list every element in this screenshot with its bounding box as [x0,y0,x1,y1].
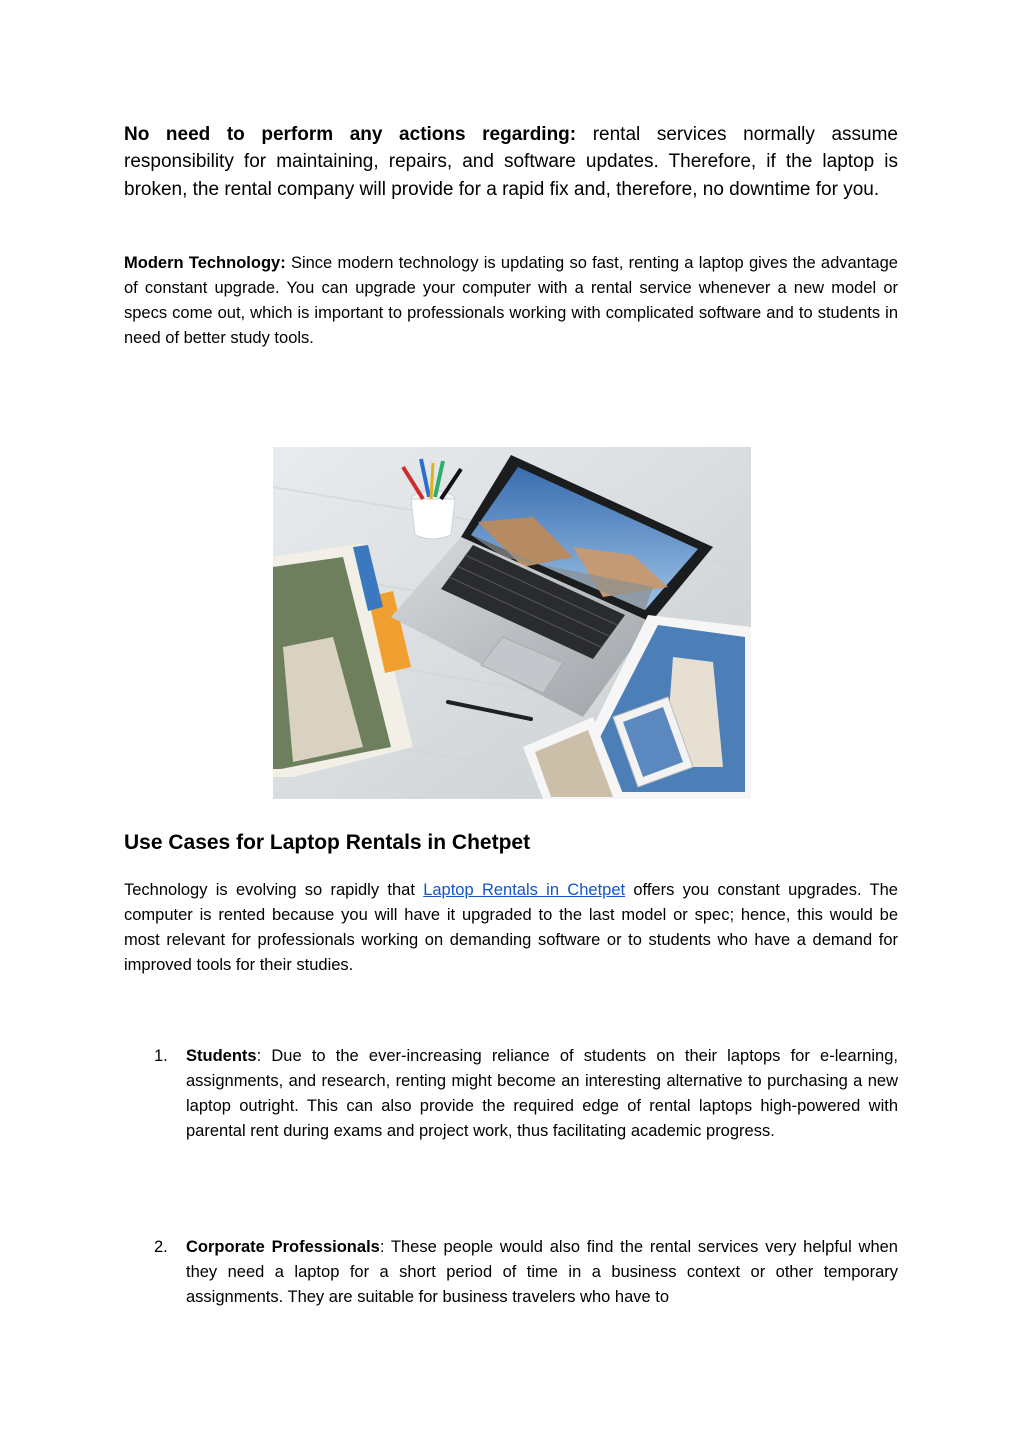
intro-paragraph [124,121,898,203]
list-item-lead: Corporate Professionals [186,1238,380,1256]
section-heading: Use Cases for Laptop Rentals in Chetpet [124,831,531,854]
list-item-lead: Students [186,1047,257,1065]
section-paragraph [124,878,898,978]
laptop-desk-photo [273,447,751,799]
intro-text: rental services normally assume responsibility for maintaining, repairs, and software updates. Therefore, if the laptop is broken, the rental company will provide for a rapid fix and, therefore, no downtime for you. [124,124,899,200]
list-item [154,1044,898,1144]
intro-lead: No need to perform any actions regarding: [124,124,577,145]
list-item-number: 2. [154,1238,168,1256]
list-item-number: 1. [154,1047,168,1065]
list-item-text: : These people would also find the rental services very helpful when they need a laptop for a short period of time in a business context or other temporary assignments. They are suitable for business travelers who have to [186,1238,898,1306]
modern-lead: Modern Technology: [124,254,286,272]
list-item-text: : Due to the ever-increasing reliance of students on their laptops for e-learning, assignments, and research, renting might become an interesting alternative to purchasing a new laptop outright. This can also provide the required edge of rental laptops high-powered with parental rent during exams and project work, thus facilitating academic progress. [186,1047,898,1140]
list-item [154,1235,898,1310]
modern-technology-paragraph [124,251,898,351]
section-post-link: offers you constant upgrades. The computer is rented because you will have it upgraded to the last model or spec; hence, this would be most relevant for professionals working on demanding software or to students who have a demand for improved tools for their studies. [124,881,898,974]
modern-text: Since modern technology is updating so fast, renting a laptop gives the advantage of constant upgrade. You can upgrade your computer with a rental service whenever a new model or specs come out, which is important to professionals working with complicated software and to students in need of better study tools. [124,254,898,347]
section-pre-link: Technology is evolving so rapidly that [124,881,424,899]
laptop-rentals-link[interactable]: Laptop Rentals in Chetpet [423,881,626,899]
